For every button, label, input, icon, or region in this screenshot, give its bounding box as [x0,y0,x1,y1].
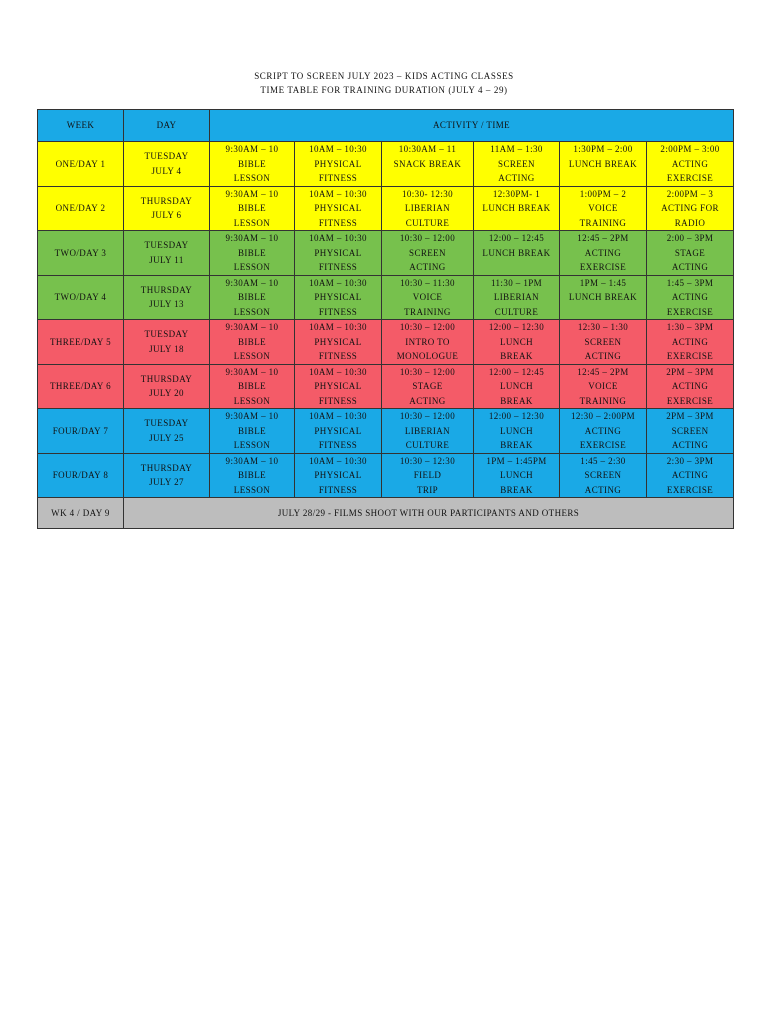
activity-label: EXERCISE [579,440,627,450]
day-line: JULY 6 [151,210,182,221]
activity-label: EXERCISE [579,262,627,272]
activity-label: BIBLE [238,336,266,347]
activity-label: BIBLE [238,203,266,213]
activity-label: TRAINING [579,395,627,406]
activity-label: FITNESS [318,351,358,361]
activity-label: RADIO [674,217,706,228]
activity-time: 9:30AM – 10 [225,322,279,332]
day-line: JULY 4 [151,165,182,176]
activity-label: EXERCISE [666,173,714,183]
activity-time: 10:30 – 11:30 [400,277,455,288]
activity-label: ACTING FOR [661,203,719,213]
activity-label: ACTING [671,336,709,347]
activity-label: LUNCH BREAK [482,247,551,258]
activity-cell [210,453,295,498]
schedule-row [38,142,734,187]
week-header: WEEK [38,110,124,142]
activity-time: 2:00 – 3PM [666,233,714,243]
activity-cell [474,453,560,498]
activity-cell [647,231,734,276]
activity-label: EXERCISE [666,484,714,495]
activity-label: ACTING [409,262,446,272]
activity-cell [295,186,382,231]
activity-time: 10:30 – 12:00 [399,233,456,243]
activity-time: 10AM – 10:30 [309,411,367,421]
activity-cell [295,409,382,454]
week-cell: THREE/DAY 6 [38,364,124,409]
activity-cell [382,320,474,365]
activity-label: EXERCISE [666,395,714,406]
day-line: JULY 27 [149,477,184,488]
header-row [38,110,734,142]
activity-label: ACTING [671,262,709,272]
activity-time: 11:30 – 1PM [490,277,543,288]
day-line: JULY 25 [149,432,184,443]
activity-time: 10:30AM – 11 [398,144,457,154]
activity-label: BREAK [500,351,533,361]
activity-cell [560,409,647,454]
activity-cell [647,320,734,365]
week-cell: FOUR/DAY 7 [38,409,124,454]
day-cell [124,142,210,187]
activity-cell [295,231,382,276]
day-cell [124,364,210,409]
activity-label: FITNESS [318,173,358,183]
activity-time: 10AM – 10:30 [309,455,367,466]
day-line: TUESDAY [144,418,189,429]
final-row [38,498,734,529]
activity-time: 1:45 – 2:30 [580,455,626,466]
activity-label: LUNCH [500,425,533,436]
day-cell [124,320,210,365]
activity-label: CULTURE [405,440,450,450]
activity-label: CULTURE [494,306,539,317]
day-cell [124,453,210,498]
activity-cell [210,409,295,454]
activity-label: ACTING [498,173,535,183]
activity-cell [210,186,295,231]
day-line: TUESDAY [144,329,189,340]
activity-label: LUNCH [500,336,533,347]
activity-label: LUNCH BREAK [568,292,638,302]
schedule-row [38,364,734,409]
activity-label: PHYSICAL [314,381,362,391]
activity-time: 11AM – 1:30 [490,144,543,154]
schedule-row [38,453,734,498]
schedule-row [38,186,734,231]
activity-cell [560,231,647,276]
activity-label [562,305,644,320]
day-line: THURSDAY [140,195,193,206]
activity-label: SCREEN [498,158,535,169]
activity-label: BIBLE [238,158,266,169]
activity-label: ACTING [584,351,622,361]
activity-label: FIELD [413,470,442,480]
activity-time: 12:30PM- 1 [492,188,541,199]
activity-time: 12:00 – 12:30 [488,411,545,421]
activity-label: PHYSICAL [314,292,362,302]
activity-label: FITNESS [318,484,358,495]
activity-time: 10AM – 10:30 [309,366,367,377]
activity-cell [295,142,382,187]
activity-label: ACTING [671,381,709,391]
activity-label: MONOLOGUE [396,351,459,361]
document-title [0,69,768,97]
day-cell [124,275,210,320]
day-line: THURSDAY [140,373,193,384]
activity-label: FITNESS [318,262,358,272]
activity-label: ACTING [584,484,622,495]
activity-label: BREAK [500,395,533,406]
activity-label: BREAK [500,484,533,495]
activity-label: LESSON [233,173,271,183]
day-line: JULY 18 [149,343,184,354]
activity-label: PHYSICAL [314,203,362,213]
activity-time: 9:30AM – 10 [225,277,279,288]
activity-label: VOICE [588,203,618,213]
activity-label [562,171,644,186]
day-line: JULY 11 [149,254,184,265]
activity-label [476,216,557,231]
day-line: THURSDAY [140,462,193,473]
activity-cell [382,275,474,320]
activity-label: LESSON [233,351,271,361]
activity-time: 9:30AM – 10 [225,144,279,154]
title-line-2: TIME TABLE FOR TRAINING DURATION (JULY 4 – 29) [260,85,508,95]
activity-cell [210,364,295,409]
activity-label: PHYSICAL [314,336,362,347]
activity-label: LIBERIAN [493,292,540,302]
week-cell: ONE/DAY 1 [38,142,124,187]
activity-time: 10AM – 10:30 [309,322,367,332]
activity-time: 10:30 – 12:00 [399,322,456,332]
activity-label: SNACK BREAK [393,158,462,169]
activity-cell [647,364,734,409]
week-cell: TWO/DAY 3 [38,231,124,276]
activity-cell [210,142,295,187]
final-text: JULY 28/29 - FILMS SHOOT WITH OUR PARTICIPANTS AND OTHERS [124,498,734,529]
activity-label: STAGE [412,381,443,391]
activity-time: 1:45 – 3PM [666,277,714,288]
week-cell: TWO/DAY 4 [38,275,124,320]
activity-time: 1:30PM – 2:00 [573,144,633,154]
activity-label: LESSON [233,440,271,450]
activity-time: 9:30AM – 10 [225,411,279,421]
activity-label: LESSON [233,395,271,406]
activity-time: 10:30 – 12:30 [399,455,456,466]
activity-label: BREAK [500,440,533,450]
activity-time: 9:30AM – 10 [225,455,279,466]
day-cell [124,231,210,276]
activity-label: FITNESS [318,217,358,228]
activity-cell [382,453,474,498]
day-line: JULY 20 [149,388,184,399]
activity-label: STAGE [674,247,706,258]
activity-time: 12:00 – 12:30 [488,322,545,332]
activity-cell [295,320,382,365]
activity-cell [210,275,295,320]
activity-cell [382,142,474,187]
activity-cell [647,186,734,231]
activity-label: LUNCH [500,470,533,480]
activity-label: LUNCH BREAK [568,158,638,169]
activity-time: 10AM – 10:30 [309,144,367,154]
activity-time: 12:30 – 2:00PM [570,411,636,421]
activity-label: LESSON [233,306,271,317]
timetable [37,109,734,529]
activity-time: 1PM – 1:45PM [486,455,547,466]
activity-label: ACTING [671,440,709,450]
activity-label: PHYSICAL [314,158,362,169]
activity-cell [474,364,560,409]
schedule-row [38,275,734,320]
activity-label: SCREEN [409,247,446,258]
activity-label: VOICE [412,292,443,302]
activity-label: PHYSICAL [314,247,362,258]
activity-cell [647,275,734,320]
activity-label: TRAINING [404,306,451,317]
activity-cell [295,453,382,498]
activity-label: ACTING [409,395,446,406]
title-line-1: SCRIPT TO SCREEN JULY 2023 – KIDS ACTING CLASSES [254,71,514,81]
activity-cell [210,320,295,365]
schedule-row [38,231,734,276]
activity-label: EXERCISE [666,306,714,317]
day-cell [124,409,210,454]
activity-label: TRAINING [579,217,627,228]
week-cell: ONE/DAY 2 [38,186,124,231]
day-header: DAY [124,110,210,142]
activity-time: 12:45 – 2PM [577,366,629,377]
activity-cell [647,453,734,498]
activity-label: EXERCISE [666,351,714,361]
activity-cell [382,409,474,454]
activity-label: LUNCH BREAK [482,203,551,213]
activity-label: CULTURE [405,217,450,228]
activity-cell [647,142,734,187]
activity-label: ACTING [671,158,709,169]
activity-label: BIBLE [238,292,266,302]
activity-time: 10AM – 10:30 [309,277,367,288]
day-line: TUESDAY [144,240,189,251]
activity-cell [647,409,734,454]
activity-label [384,171,471,186]
activity-label: INTRO TO [405,336,450,347]
activity-time: 12:30 – 1:30 [577,322,629,332]
activity-time: 9:30AM – 10 [225,233,279,243]
activity-label: ACTING [671,292,709,302]
activity-cell [560,275,647,320]
activity-cell [210,231,295,276]
activity-label: FITNESS [318,395,358,406]
day-line: TUESDAY [144,151,189,162]
activity-time: 10:30 – 12:00 [399,366,456,377]
activity-cell [474,142,560,187]
activity-cell [382,186,474,231]
activity-time: 2:30 – 3PM [666,455,714,466]
activity-time: 2PM – 3PM [666,411,714,421]
activity-cell [474,409,560,454]
activity-cell [560,453,647,498]
activity-label: LESSON [233,262,271,272]
activity-label: TRIP [416,484,439,495]
activity-cell [382,364,474,409]
activity-cell [560,320,647,365]
activity-time: 2:00PM – 3:00 [660,144,720,154]
activity-label: VOICE [588,381,618,391]
activity-cell [560,364,647,409]
activity-time: 12:00 – 12:45 [488,366,545,377]
activity-label: LIBERIAN [404,203,451,213]
activity-label: BIBLE [238,381,266,391]
activity-time: 1:00PM – 2 [579,188,627,199]
activity-label: FITNESS [318,440,358,450]
activity-label: LIBERIAN [404,425,451,436]
timetable-body [38,142,734,498]
activity-label: BIBLE [238,247,266,258]
activity-label: SCREEN [671,425,709,436]
activity-label: BIBLE [238,470,266,480]
day-line: JULY 13 [149,299,184,310]
activity-label: PHYSICAL [314,425,362,436]
week-cell: THREE/DAY 5 [38,320,124,365]
activity-label: LESSON [233,217,271,228]
activity-label: FITNESS [318,306,358,317]
activity-cell [382,231,474,276]
day-cell [124,186,210,231]
activity-time: 2:00PM – 3 [666,188,714,199]
activity-time: 9:30AM – 10 [225,366,279,377]
activity-label: LESSON [233,484,271,495]
activity-cell [295,275,382,320]
activity-label: LUNCH [500,381,533,391]
activity-time: 10AM – 10:30 [309,188,367,199]
activity-label: SCREEN [584,470,622,480]
activity-cell [560,142,647,187]
activity-label [476,260,557,275]
day-line: THURSDAY [140,284,193,295]
activity-header: ACTIVITY / TIME [210,110,734,142]
schedule-row [38,409,734,454]
activity-time: 12:45 – 2PM [577,233,629,243]
activity-time: 10AM – 10:30 [309,233,367,243]
activity-cell [474,275,560,320]
activity-label: BIBLE [238,425,266,436]
activity-time: 10:30- 12:30 [401,188,454,199]
activity-time: 12:00 – 12:45 [488,233,545,243]
activity-label: ACTING [584,247,622,258]
week-cell: FOUR/DAY 8 [38,453,124,498]
activity-cell [474,186,560,231]
activity-cell [474,231,560,276]
activity-label: SCREEN [584,336,622,347]
activity-time: 2PM – 3PM [666,366,714,377]
activity-label: ACTING [671,470,709,480]
activity-time: 9:30AM – 10 [225,188,279,199]
final-week: WK 4 / DAY 9 [38,498,124,529]
activity-label: PHYSICAL [314,470,362,480]
activity-label: ACTING [584,425,622,436]
activity-time: 1PM – 1:45 [579,277,627,288]
schedule-row [38,320,734,365]
activity-time: 10:30 – 12:00 [399,411,456,421]
activity-cell [295,364,382,409]
activity-cell [474,320,560,365]
activity-time: 1:30 – 3PM [666,322,714,332]
activity-cell [560,186,647,231]
